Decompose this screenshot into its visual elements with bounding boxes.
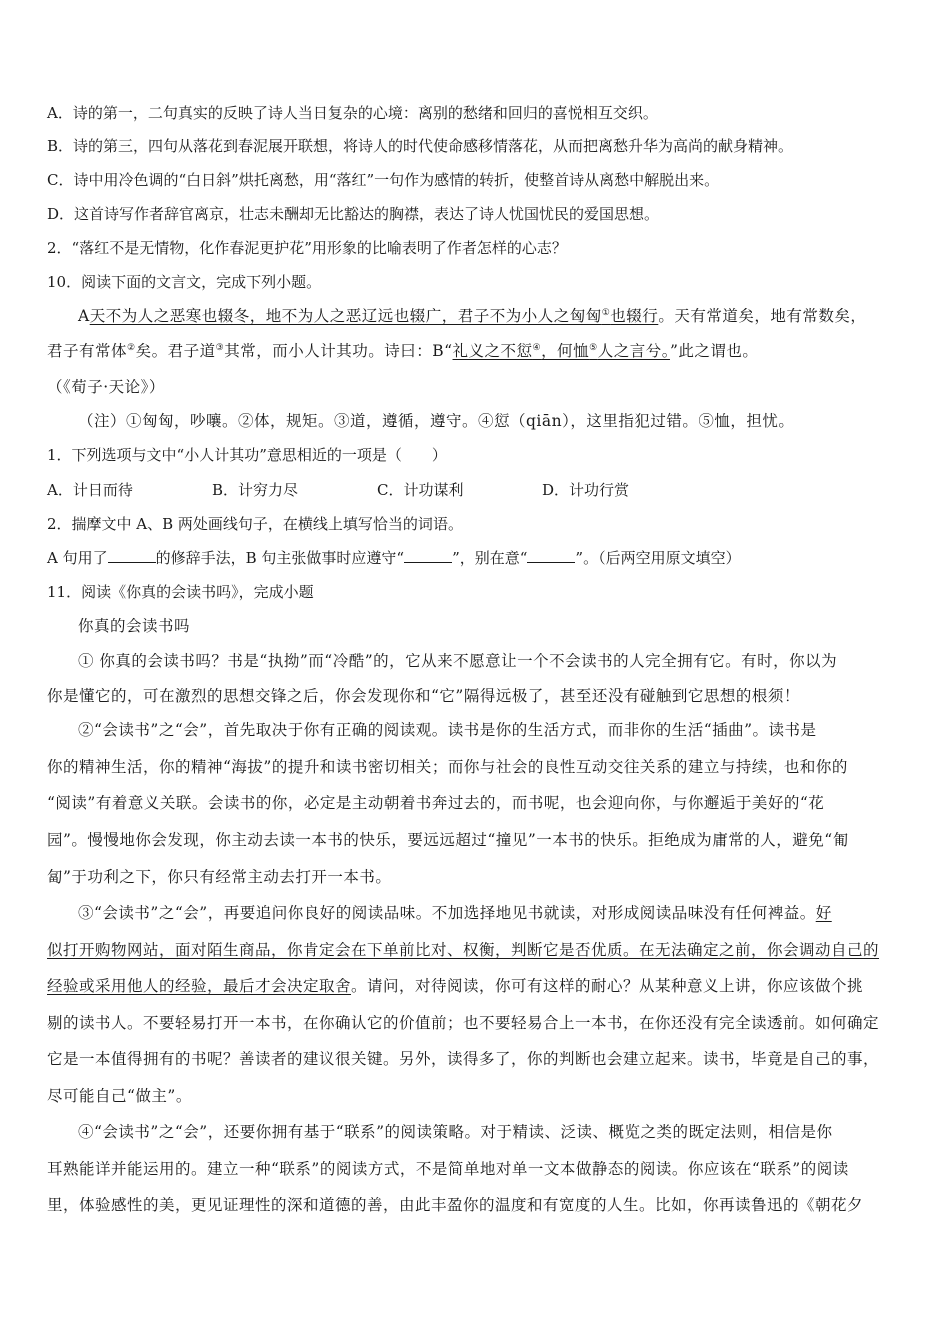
paragraph-2-line-3: “阅读”有着意义关联。会读书的你，必定是主动朝着书奔过去的，而书呢，也会迎向你，与你邂逅于美好的“花	[47, 794, 825, 812]
q10-title: 10．阅读下面的文言文，完成下列小题。	[47, 273, 322, 291]
q10-question-2-fill: A 句用了 的修辞手法，B 句主张做事时应遵守“ ”，别在意“ ”。（后两空用原文填空）	[47, 549, 741, 567]
q10-passage-line-1: A天不为人之恶寒也辍冬，地不为人之恶辽远也辍广，君子不为小人之匈匈①也辍行。天有常道矣，地有常数矣，	[78, 307, 867, 325]
q9-option-b: B．诗的第三，四句从落花到春泥展开联想，将诗人的时代使命感移情落花，从而把离愁升华为高尚的献身精神。	[47, 137, 794, 155]
paragraph-3-line-1: ③“会读书”之“会”，再要追问你良好的阅读品味。不加选择地见书就读，对形成阅读品味没有任何裨益。好	[78, 904, 832, 922]
mark-a: A	[78, 307, 90, 325]
paragraph-2-line-5: 匐”于功利之下，你只有经常主动去打开一本书。	[47, 868, 392, 886]
underlined-text: 似打开购物网站，面对陌生商品，你肯定会在下单前比对、权衡，判断它是否优质。在无法确定之前，你会调动自己的	[47, 941, 880, 959]
q10-passage-line-2: 君子有常体②矣。君子道③其常，而小人计其功。诗曰：B“礼义之不愆④，何恤⑤人之言兮。”此之谓也。	[47, 342, 759, 360]
paragraph-2-line-4: 园”。慢慢地你会发现，你主动去读一本书的快乐，要远远超过“撞见”一本书的快乐。拒绝成为庸常的人，避免“匍	[47, 831, 849, 849]
underlined-text: 好	[815, 904, 832, 922]
article-title: 你真的会读书吗	[78, 617, 191, 635]
paragraph-4-line-3: 里，体验感性的美，更见证理性的深和道德的善，由此丰盈你的温度和有宽度的人生。比如，你再读鲁迅的《朝花夕	[47, 1196, 864, 1214]
paragraph-3-line-2	[47, 939, 879, 961]
q9-question-2: 2．“落红不是无情物，化作春泥更护花”用形象的比喻表明了作者怎样的心志？	[47, 239, 567, 257]
paragraph-3-line-4: 剔的读书人。不要轻易打开一本书，在你确认它的价值前；也不要轻易合上一本书，在你还没有完全读透前。如何确定	[47, 1014, 880, 1032]
underlined-sentence-a: 天不为人之恶寒也辍冬，地不为人之恶辽远也辍广，君子不为小人之匈匈①也辍行	[89, 307, 659, 325]
paragraph-2-line-2: 你的精神生活，你的精神“海拔”的提升和读书密切相关；而你与社会的良性互动交往关系的建立与持续，也和你的	[47, 758, 848, 776]
q10-question-2: 2．揣摩文中 A、B 两处画线句子，在横线上填写恰当的词语。	[47, 515, 463, 533]
paragraph-3-line-3: 经验或采用他人的经验，最后才会决定取舍。请问，对待阅读，你可有这样的耐心？从某种意义上讲，你应该做个挑	[47, 977, 864, 995]
q10-note: （注）①匈匈，吵嚷。②体，规矩。③道，遵循，遵守。④愆（qiān），这里指犯过错。⑤恤，担忧。	[78, 412, 795, 430]
paragraph-1-line-1: ① 你真的会读书吗？书是“执拗”而“冷酷”的，它从来不愿意让一个不会读书的人完全拥有它。有时，你以为	[78, 652, 838, 670]
q10-source: （《荀子·天论》）	[47, 378, 165, 396]
underlined-text: 经验或采用他人的经验，最后才会决定取舍	[47, 977, 352, 995]
q9-option-a: A．诗的第一，二句真实的反映了诗人当日复杂的心境：离别的愁绪和回归的喜悦相互交织。	[47, 104, 658, 122]
answer-blank-2[interactable]	[404, 548, 452, 563]
q9-option-d: D．这首诗写作者辞官离京，壮志未酬却无比豁达的胸襟，表达了诗人忧国忧民的爱国思想。	[47, 205, 660, 223]
paragraph-3-line-6: 尽可能自己“做主”。	[47, 1087, 192, 1105]
answer-blank-3[interactable]	[527, 548, 575, 563]
q10-q1-option-c: C．计功谋利	[377, 481, 464, 499]
q10-q1-option-a: A．计日而待	[47, 481, 133, 499]
underlined-sentence-b: 礼义之不愆④，何恤⑤人之言兮。	[452, 342, 670, 360]
q10-q1-option-d: D．计功行赏	[542, 481, 630, 499]
q10-q1-option-b: B．计穷力尽	[212, 481, 299, 499]
paragraph-3-line-5: 它是一本值得拥有的书呢？善读者的建议很关键。另外，读得多了，你的判断也会建立起来。读书，毕竟是自己的事，	[47, 1050, 880, 1068]
paragraph-2-line-1: ②“会读书”之“会”，首先取决于你有正确的阅读观。读书是你的生活方式，而非你的生活“插曲”。读书是	[78, 721, 817, 739]
answer-blank-1[interactable]	[108, 548, 156, 563]
paragraph-1-line-2: 你是懂它的，可在激烈的思想交锋之后，你会发现你和“它”隔得远极了，甚至还没有碰触到它思想的根须！	[47, 687, 800, 705]
q10-q1-options	[47, 479, 629, 501]
q11-title: 11．阅读《你真的会读书吗》，完成小题	[47, 583, 314, 601]
paragraph-4-line-2: 耳熟能详并能运用的。建立一种“联系”的阅读方式，不是简单地对单一文本做静态的阅读。你应该在“联系”的阅读	[47, 1160, 849, 1178]
q9-option-c: C．诗中用冷色调的“白日斜”烘托离愁，用“落红”一句作为感情的转折，使整首诗从离愁中解脱出来。	[47, 171, 720, 189]
q10-question-1: 1．下列选项与文中“小人计其功”意思相近的一项是（ ）	[47, 446, 447, 464]
paragraph-4-line-1: ④“会读书”之“会”，还要你拥有基于“联系”的阅读策略。对于精读、泛读、概览之类的既定法则，相信是你	[78, 1123, 833, 1141]
